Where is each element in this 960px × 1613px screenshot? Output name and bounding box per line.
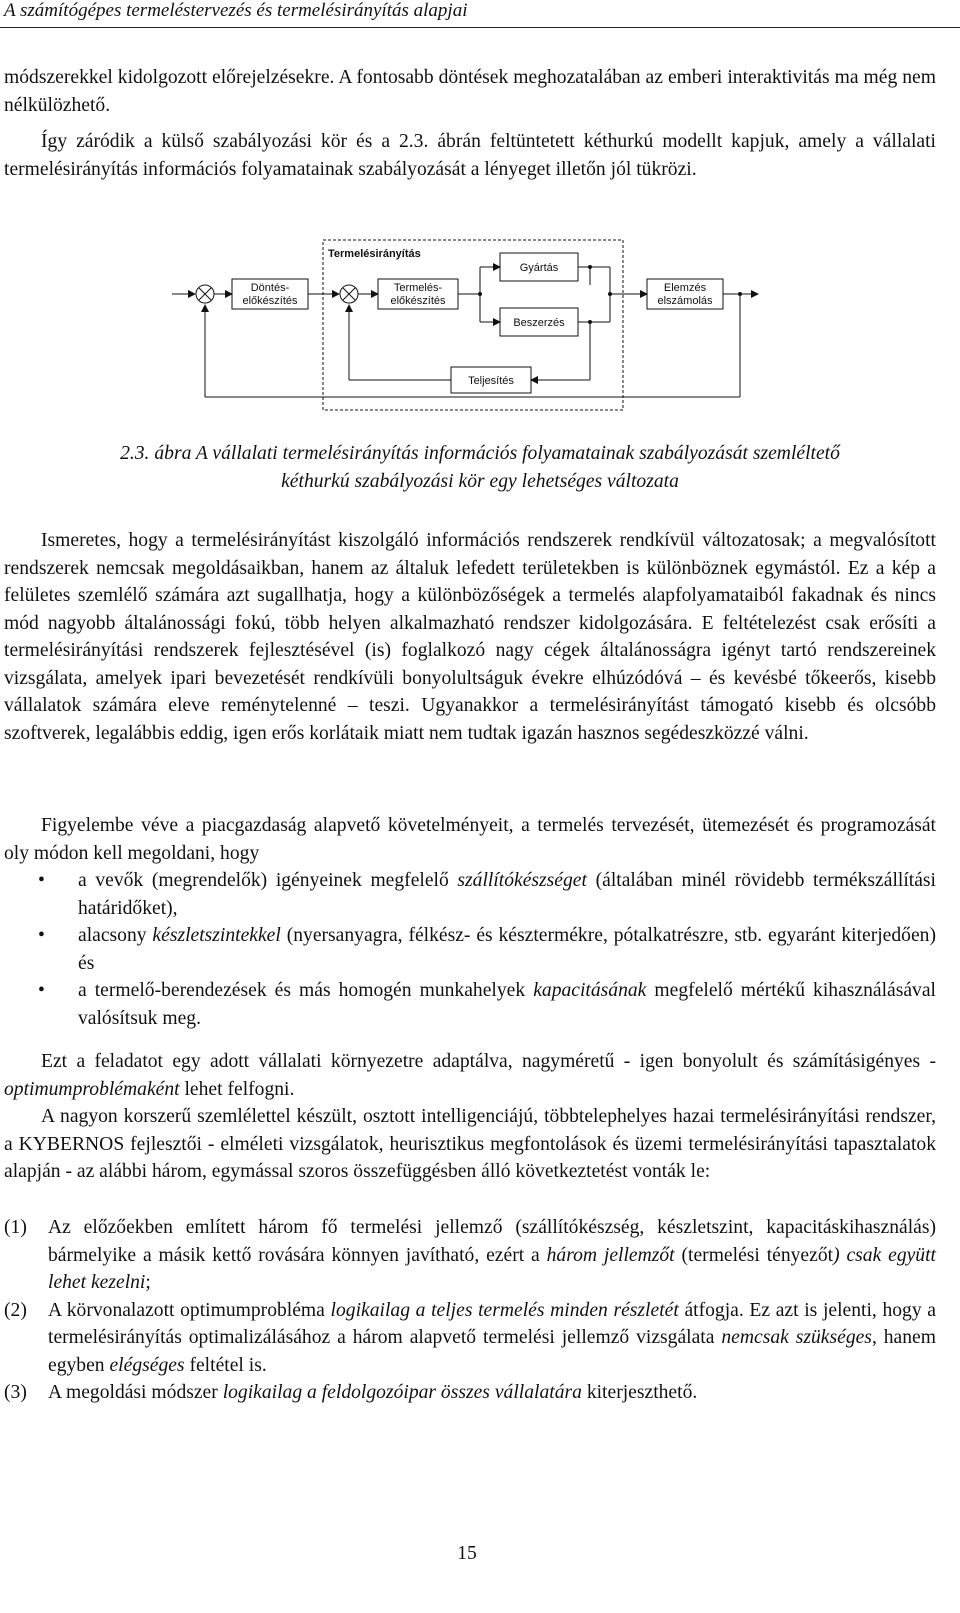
teljesites-label: Teljesítés bbox=[468, 375, 514, 387]
dontes-label-1: Döntés- bbox=[250, 282, 290, 294]
page-number: 15 bbox=[457, 1543, 477, 1564]
intro-paragraph-2: Így záródik a külső szabályozási kör és a 2.3. ábrán feltüntetett kéthurkú modellt kapjuk, amely a vállalati termelésirányítás információs folyamatainak szabályozását a lényeget illetőn jól tükrözi. bbox=[4, 131, 936, 180]
list-item: (2) A körvonalazott optimumprobléma logikailag a teljes termelés minden részletét átfogja. Ez azt is jelenti, hogy a termelésirányítás optimalizálásához a három alapvető termelési jellemző vizsgálata nemcsak szükséges, hanem egyben elégséges feltétel is. bbox=[4, 1299, 937, 1376]
running-header: A számítógépes termeléstervezés és termelésirányítás alapjai bbox=[4, 0, 468, 21]
body-paragraph-4: Figyelembe véve a piacgazdaság alapvető követelményeit, a termelés tervezését, ütemezését és programozását oly módon kell megoldani, hogy bbox=[4, 815, 936, 864]
dontes-label-2: előkészítés bbox=[242, 295, 298, 307]
intro-paragraph-1: módszerekkel kidolgozott előrejelzésekre. A fontosabb döntések meghozatalában az emberi interaktivitás ma még nem nélkülözhető. bbox=[4, 67, 936, 116]
figure-caption-line-2: kéthurkú szabályozási kör egy lehetséges változata bbox=[281, 471, 679, 492]
body-paragraph-5: Ezt a feladatot egy adott vállalati környezetre adaptálva, nagyméretű - igen bonyolult és számításigényes - optimumproblémaként lehet felfogni. bbox=[4, 1051, 936, 1100]
body-paragraph-3: Ismeretes, hogy a termelésirányítást kiszolgáló információs rendszerek rendkívül változatosak; a megvalósított rendszerek nemcsak megoldásaikban, hanem az általuk lefedett területekben is különböznek egymástól. Ez a kép a felületes szemlélő számára azt sugallhatja, hogy a különbözőségek a termelés alapfolyamataiból fakadnak és nincs mód nagyobb általánossági fokú, több helyen alkalmazható rendszer kidolgozására. E feltételezést csak erősíti a termelésirányítási rendszerek fejlesztésével (is) foglalkozó nagy cégek általánosságra igényt tartó rendszereinek vizsgálata, amelyek ipari bevezetését rendkívüli bonyolultságuk évekre elhúzódóvá – és kevésbé tőkeerős, kisebb vállalatok számára eleve reménytelenné – teszi. Ugyanakkor a termelésirányítást támogató kisebb és olcsóbb szoftverek, legalábbis eddig, igen erős korlátaik miatt nem tudtak igazán hasznos segédeszközzé válni. bbox=[4, 530, 936, 744]
list-item: (1) Az előzőekben említett három fő termelési jellemző (szállítókészség, készletszint, kapacitáskihasználás) bármelyike a másik kettő rovására könnyen javítható, ezért a három jellemzőt (termelési tényezőt) csak együtt lehet kezelni; bbox=[4, 1217, 936, 1293]
conclusion-list bbox=[4, 1214, 936, 1407]
body-paragraph-6: A nagyon korszerű szemlélettel készült, osztott intelligenciájú, többtelephelyes hazai termelésirányítási rendszer, a KYBERNOS fejlesztői - elméleti vizsgálatok, heurisztikus megfontolások és üzemi termelésirányítási tapasztalatok alapján - az alábbi három, egymással szoros összefüggésben álló következtetést vonták le: bbox=[4, 1106, 936, 1182]
elemzes-label-1: Elemzés bbox=[663, 282, 707, 294]
list-item: (3) A megoldási módszer logikailag a feldolgozóipar összes vállalatára kiterjeszthető. bbox=[4, 1382, 698, 1403]
frame-label: Termelésirányítás bbox=[328, 248, 421, 260]
elemzes-label-2: elszámolás bbox=[657, 295, 713, 307]
bullet-icon: • bbox=[38, 980, 45, 1001]
bullet-icon: • bbox=[38, 870, 45, 891]
termeles-label-1: Termelés- bbox=[393, 282, 443, 294]
termeles-label-2: előkészítés bbox=[390, 295, 446, 307]
control-loop-diagram bbox=[160, 235, 780, 415]
beszerzes-label: Beszerzés bbox=[513, 317, 565, 329]
bullet-icon: • bbox=[38, 925, 45, 946]
figure-caption-line-1: 2.3. ábra A vállalati termelésirányítás információs folyamatainak szabályozását szemléltető bbox=[120, 443, 840, 464]
list-item: • a vevők (megrendelők) igényeinek megfelelő szállítókészséget (általában minél rövidebb termékszállítási határidőket), bbox=[4, 867, 936, 922]
requirement-list bbox=[4, 867, 936, 1032]
list-item: • a termelő-berendezések és más homogén munkahelyek kapacitásának megfelelő mértékű kihasználásával valósítsuk meg. bbox=[4, 977, 936, 1032]
gyartas-label: Gyártás bbox=[519, 262, 559, 274]
header-rule bbox=[0, 27, 960, 28]
list-item: • alacsony készletszintekkel (nyersanyagra, félkész- és késztermékre, pótalkatrészre, stb. egyaránt kiterjedően) és bbox=[4, 922, 936, 977]
